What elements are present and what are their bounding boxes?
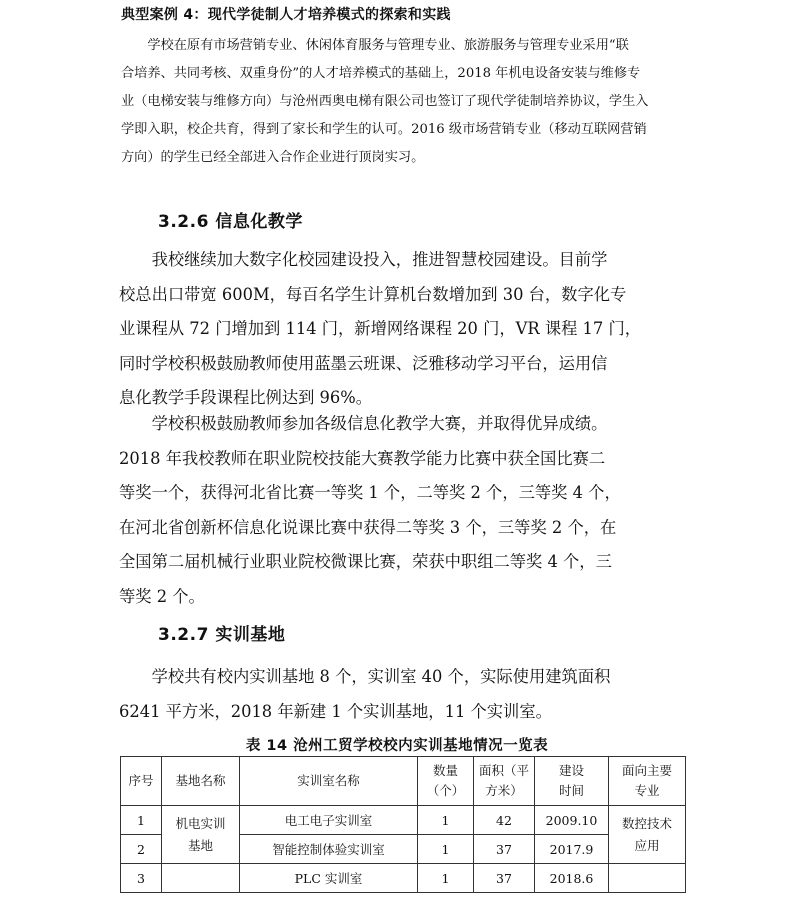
row-number-cell: 2 (121, 835, 162, 864)
header-cell: 面积（平 方米） (474, 757, 535, 806)
paragraph-line: 在河北省创新杯信息化说课比赛中获得二等奖 3 个，三等奖 2 个，在 (119, 517, 617, 537)
header-cell: 面向主要 专业 (609, 757, 686, 806)
major-cell: 数控技术 应用 (609, 806, 686, 864)
header-cell: 序号 (121, 757, 162, 806)
case-line: 学校在原有市场营销专业、休闲体育服务与管理专业、旅游服务与管理专业采用“联 (121, 38, 629, 53)
case-title: 典型案例 4：现代学徒制人才培养模式的探索和实践 (121, 7, 451, 23)
paragraph-line: 6241 平方米，2018 年新建 1 个实训基地，11 个实训室。 (119, 701, 552, 721)
section-heading-3-2-7: 3.2.7 实训基地 (158, 625, 286, 645)
date-cell: 2017.9 (535, 835, 609, 864)
header-cell: 建设 时间 (535, 757, 609, 806)
paragraph-line: 息化教学手段课程比例达到 96%。 (119, 388, 373, 407)
paragraph-line: 等奖 2 个。 (119, 586, 205, 606)
paragraph-line: 业课程从 72 门增加到 114 门，新增网络课程 20 门，VR 课程 17 门， (119, 319, 642, 338)
header-cell: 实训室名称 (240, 757, 418, 806)
base-name-cell-empty (162, 864, 240, 893)
training-base-paragraph (119, 660, 679, 729)
room-name-cell: PLC 实训室 (240, 864, 418, 893)
table-row (121, 806, 686, 835)
case-line: 合培养、共同考核、双重身份”的人才培养模式的基础上，2018 年机电设备安装与维修专 (121, 66, 641, 81)
paragraph-line: 等奖一个，获得河北省比赛一等奖 1 个，二等奖 2 个，三等奖 4 个， (119, 483, 621, 502)
area-cell: 42 (474, 806, 535, 835)
row-number-cell: 1 (121, 806, 162, 835)
area-cell: 37 (474, 864, 535, 893)
case-paragraph (121, 32, 673, 172)
section-heading-3-2-6: 3.2.6 信息化教学 (158, 212, 303, 232)
paragraph-line: 我校继续加大数字化校园建设投入，推进智慧校园建设。目前学 (119, 250, 608, 269)
date-cell: 2009.10 (535, 806, 609, 835)
paragraph-line: 校总出口带宽 600M，每百名学生计算机台数增加到 30 台，数字化专 (119, 284, 627, 304)
table-header-row (121, 757, 686, 806)
table-row (121, 864, 686, 893)
count-cell: 1 (418, 864, 474, 893)
case-line: 方向）的学生已经全部进入合作企业进行顶岗实习。 (121, 150, 425, 165)
case-line: 业（电梯安装与维修方向）与沧州西奥电梯有限公司也签订了现代学徒制培养协议，学生入 (121, 94, 649, 109)
paragraph-line: 全国第二届机械行业职业院校微课比赛，荣获中职组二等奖 4 个，三 (119, 552, 612, 571)
count-cell: 1 (418, 835, 474, 864)
room-name-cell: 智能控制体验实训室 (240, 835, 418, 864)
header-cell: 基地名称 (162, 757, 240, 806)
training-base-table (120, 756, 686, 893)
info-teaching-paragraph-2 (119, 407, 679, 614)
major-cell-empty (609, 864, 686, 893)
row-number-cell: 3 (121, 864, 162, 893)
info-teaching-paragraph-1 (119, 243, 679, 416)
case-line: 学即入职，校企共育，得到了家长和学生的认可。2016 级市场营销专业（移动互联网营销 (121, 122, 647, 137)
room-name-cell: 电工电子实训室 (240, 806, 418, 835)
paragraph-line: 同时学校积极鼓励教师使用蓝墨云班课、泛雅移动学习平台，运用信 (119, 353, 608, 373)
base-name-cell: 机电实训 基地 (162, 806, 240, 864)
table-caption: 表 14 沧州工贸学校校内实训基地情况一览表 (245, 738, 549, 754)
header-cell: 数量 （个） (418, 757, 474, 806)
paragraph-line: 学校共有校内实训基地 8 个，实训室 40 个，实际使用建筑面积 (119, 667, 611, 686)
date-cell: 2018.6 (535, 864, 609, 893)
count-cell: 1 (418, 806, 474, 835)
area-cell: 37 (474, 835, 535, 864)
paragraph-line: 2018 年我校教师在职业院校技能大赛教学能力比赛中获全国比赛二 (119, 448, 606, 468)
paragraph-line: 学校积极鼓励教师参加各级信息化教学大赛，并取得优异成绩。 (119, 414, 608, 433)
